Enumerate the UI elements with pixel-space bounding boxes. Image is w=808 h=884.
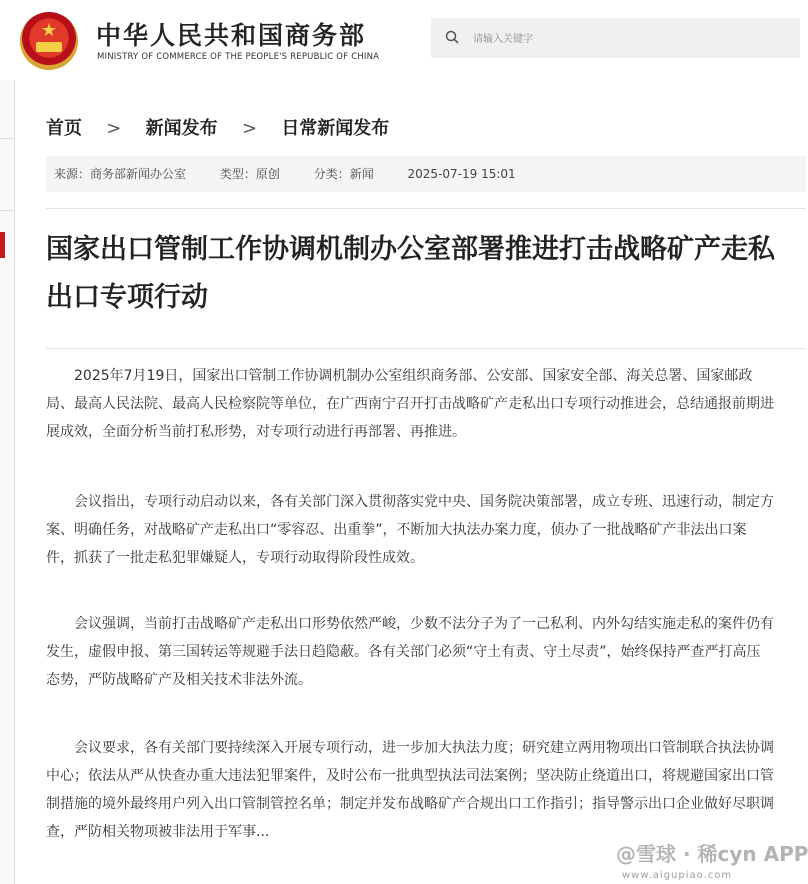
site-header (0, 0, 800, 80)
search-icon[interactable] (445, 30, 459, 44)
meta-source: 来源：商务部新闻办公室 (54, 167, 187, 181)
breadcrumb-news-release[interactable]: 新闻发布 (145, 118, 218, 139)
divider (46, 348, 806, 349)
sidebar-active-marker (0, 232, 5, 258)
watermark (612, 830, 808, 884)
divider (46, 208, 806, 209)
national-emblem-logo[interactable]: ★ (20, 12, 78, 70)
watermark-brand: @雪球 · 稀cyn APP (616, 842, 808, 866)
chevron-right-icon: > (106, 118, 122, 139)
watermark-site: www.aigupiao.com (622, 870, 733, 881)
ministry-name-cn[interactable]: 中华人民共和国商务部 (96, 21, 367, 50)
breadcrumb (46, 114, 389, 140)
search-box[interactable] (431, 18, 800, 58)
breadcrumb-daily-news[interactable]: 日常新闻发布 (281, 118, 390, 139)
article-title: 国家出口管制工作协调机制办公室部署推进打击战略矿产走私出口专项行动 (46, 234, 775, 313)
article-page (18, 80, 800, 884)
article-meta-bar (46, 156, 806, 192)
search-input[interactable] (471, 27, 775, 51)
article-paragraph-1: 2025年7月19日，国家出口管制工作协调机制办公室组织商务部、公安部、国家安全部、海关总署、国家邮政局、最高人民法院、最高人民检察院等单位，在广西南宁召开打击战略矿产走私出口专项行动推进会，总结通报前期进展成效，全面分析当前打私形势，对专项行动进行再部署、再推进。 (46, 368, 774, 440)
article-paragraph-2: 会议指出，专项行动启动以来，各有关部门深入贯彻落实党中央、国务院决策部署，成立专班、迅速行动，制定方案、明确任务，对战略矿产走私出口“零容忍、出重拳”，不断加大执法办案力度，侦办了一批战略矿产非法出口案件，抓获了一批走私犯罪嫌疑人，专项行动取得阶段性成效。 (46, 494, 774, 566)
left-sidebar-fragment (0, 80, 15, 884)
article-paragraph-4: 会议要求，各有关部门要持续深入开展专项行动，进一步加大执法力度；研究建立两用物项出口管制联合执法协调中心；依法从严从快查办重大违法犯罪案件，及时公布一批典型执法司法案例；坚决防止绕道出口，将规避国家出口管制措施的境外最终用户列入出口管制管控名单；制定并发布战略矿产合规出口工作指引；指导警示出口企业做好尽职调查，严防相关物项被非法用于军事... (46, 740, 774, 840)
article-paragraph-3: 会议强调，当前打击战略矿产走私出口形势依然严峻，少数不法分子为了一己私利、内外勾结实施走私的案件仍有发生，虚假申报、第三国转运等规避手法日趋隐蔽。各有关部门必须“守土有责、守土尽责”，始终保持严查严打高压态势，严防战略矿产及相关技术非法外流。 (46, 616, 774, 688)
ministry-name-en: MINISTRY OF COMMERCE OF THE PEOPLE'S REPUBLIC OF CHINA (97, 52, 380, 62)
meta-datetime: 2025-07-19 15:01 (407, 167, 516, 181)
breadcrumb-home[interactable]: 首页 (46, 118, 82, 139)
chevron-right-icon: > (241, 118, 258, 139)
meta-category: 分类：新闻 (313, 167, 374, 181)
meta-type: 类型：原创 (219, 167, 280, 181)
